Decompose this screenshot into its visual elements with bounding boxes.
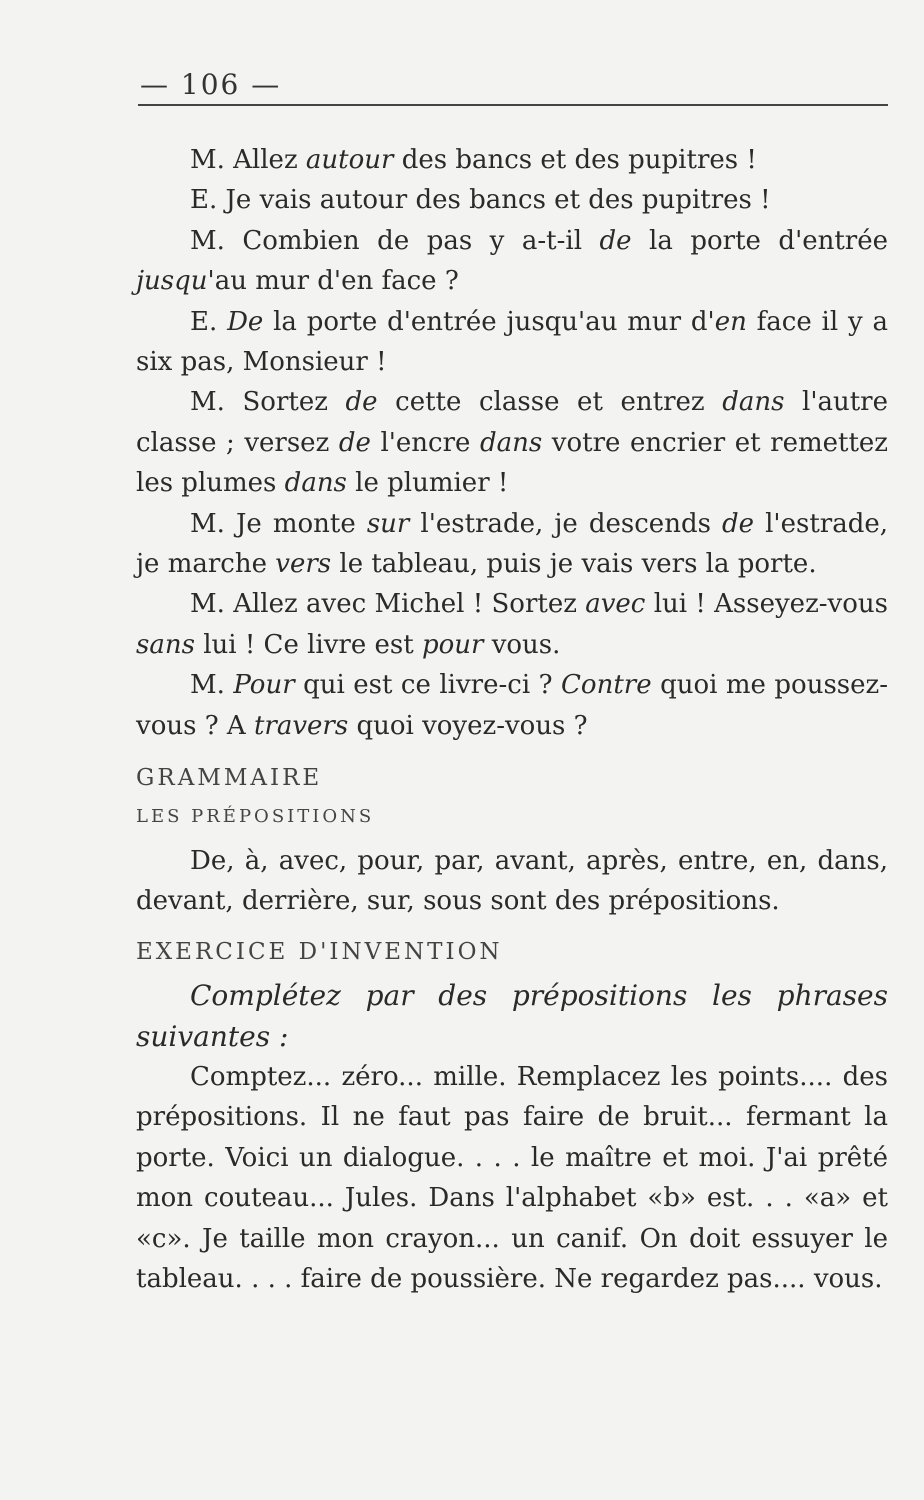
header-rule xyxy=(138,104,888,106)
text-run: M. Je monte xyxy=(190,508,367,539)
grammar-title: GRAMMAIRE xyxy=(136,765,323,792)
dialogue-line-8 xyxy=(136,665,888,746)
preposition-emphasis: jusqu' xyxy=(136,266,215,297)
text-run: votre encrier et remettez les plumes xyxy=(136,427,889,499)
dialogue-line-6 xyxy=(136,504,888,585)
dialogue-line-2 xyxy=(136,180,888,220)
text-run: des bancs et des pupitres ! xyxy=(393,145,757,175)
text-run: face il y a six pas, Monsieur ! xyxy=(136,306,888,378)
text-run: E. xyxy=(190,306,228,337)
page-number: — 106 — xyxy=(140,68,282,101)
text-run: quoi me poussez-vous ? A xyxy=(136,670,888,741)
dialogue-line-5 xyxy=(136,382,888,503)
exercise-instruction: Complétez par des prépositions les phrases suivantes : xyxy=(136,979,888,1053)
text-run: E. Je vais autour des bancs et des pupitres ! xyxy=(190,185,771,216)
preposition-emphasis: de xyxy=(338,427,371,458)
text-run: lui ! Asseyez-vous xyxy=(645,589,888,620)
preposition-emphasis: Contre xyxy=(561,670,652,701)
text-run: M. Allez avec Michel ! Sortez xyxy=(190,589,586,620)
preposition-emphasis: de xyxy=(599,225,632,256)
text-run: l'estrade, je marche xyxy=(136,508,888,580)
preposition-emphasis: dans xyxy=(284,468,347,499)
text-run: au mur d'en face ? xyxy=(214,266,459,297)
page-body xyxy=(136,140,888,1299)
preposition-emphasis: sans xyxy=(136,629,195,660)
text-run: le plumier ! xyxy=(346,468,509,499)
preposition-emphasis: sur xyxy=(366,508,410,539)
dialogue-line-3 xyxy=(136,221,888,302)
text-run: vous. xyxy=(483,629,561,660)
grammar-text: De, à, avec, pour, par, avant, après, entre, en, dans, devant, derrière, sur, sous sont des prépositions. xyxy=(136,845,888,917)
grammar-subtitle: LES PRÉPOSITIONS xyxy=(136,805,375,827)
dialogue-line-7 xyxy=(136,584,888,665)
text-run: qui est ce livre-ci ? xyxy=(294,670,562,701)
text-run: l'autre classe ; versez xyxy=(136,387,888,458)
dialogue-line-1 xyxy=(136,140,888,180)
text-run: l'encre xyxy=(370,427,480,458)
preposition-emphasis: Pour xyxy=(233,670,295,701)
text-run: le tableau, puis je vais vers la porte. xyxy=(331,549,817,580)
text-run: la porte d'entrée xyxy=(631,225,889,256)
text-run: la porte d'entrée jusqu'au mur d' xyxy=(263,306,715,337)
preposition-emphasis: travers xyxy=(253,710,349,741)
dialogue xyxy=(136,140,888,746)
preposition-emphasis: autour xyxy=(305,145,394,175)
preposition-emphasis: De xyxy=(227,306,264,337)
text-run: lui ! Ce livre est xyxy=(194,629,422,660)
text-run: M. xyxy=(190,670,234,701)
dialogue-line-4 xyxy=(136,302,888,383)
text-run: l'estrade, je descends xyxy=(409,508,723,539)
exercise-text: Comptez... zéro... mille. Remplacez les points.... des prépositions. Il ne faut pas faire de bruit... fermant la porte. Voici un dialogue. . . . le maître et moi. J'ai prêté mon couteau... Jules. Dans l'alphabet «b» est. . . «a» et «c». Je taille mon crayon... un canif. On doit essuyer le tableau. . . . faire de poussière. Ne regardez pas.... vous. xyxy=(136,1061,888,1294)
text-run: quoi voyez-vous ? xyxy=(348,710,588,741)
preposition-emphasis: de xyxy=(345,387,378,418)
exercise-title: EXERCICE D'INVENTION xyxy=(136,938,503,965)
preposition-emphasis: pour xyxy=(421,629,484,660)
preposition-emphasis: avec xyxy=(585,589,646,620)
text-run: M. Allez xyxy=(190,145,306,175)
text-run: M. Combien de pas y a-t-il xyxy=(190,225,600,256)
preposition-emphasis: dans xyxy=(479,427,543,458)
preposition-emphasis: vers xyxy=(275,549,332,580)
text-run: M. Sortez xyxy=(190,387,346,418)
preposition-emphasis: dans xyxy=(722,387,785,418)
preposition-emphasis: de xyxy=(722,508,755,539)
text-run: cette classe et entrez xyxy=(377,387,723,418)
preposition-emphasis: en xyxy=(714,306,747,337)
